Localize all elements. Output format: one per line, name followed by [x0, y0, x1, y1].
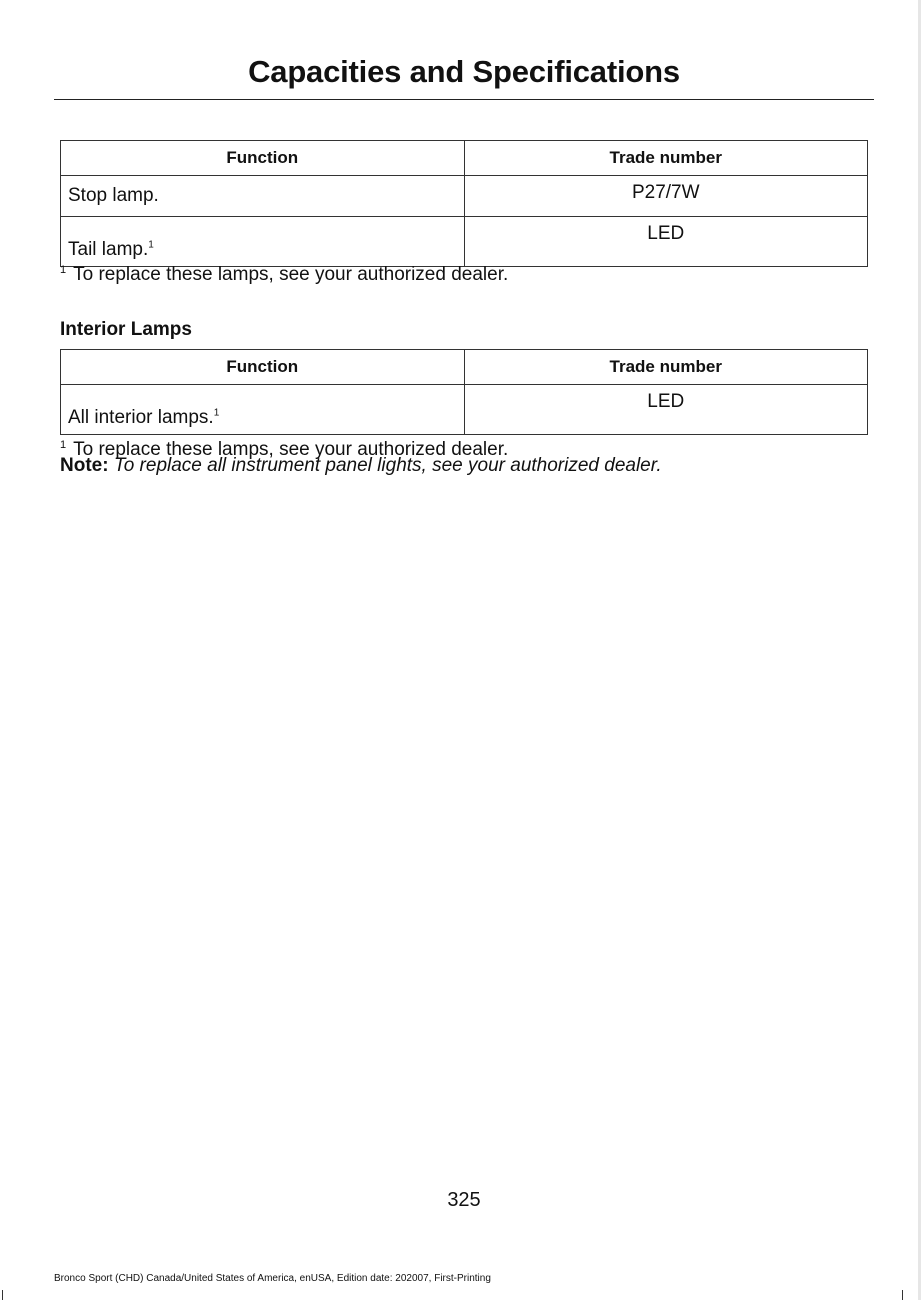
function-text: Tail lamp. — [68, 239, 149, 260]
note-text: To replace all instrument panel lights, see your authorized dealer. — [113, 455, 662, 476]
table-header-row — [61, 141, 868, 176]
page-title: Capacities and Specifications — [248, 54, 680, 89]
footnote-text: To replace these lamps, see your authorized dealer. — [73, 439, 509, 460]
title-divider — [54, 99, 874, 100]
footnote-mark: 1 — [60, 264, 67, 276]
trade-number-cell: LED — [464, 385, 868, 435]
crop-mark — [2, 1290, 3, 1300]
interior-lamps-heading: Interior Lamps — [60, 319, 192, 340]
footnote-text: To replace these lamps, see your authorized dealer. — [73, 264, 509, 285]
trade-number-cell: LED — [464, 217, 868, 267]
function-cell — [61, 385, 465, 435]
function-cell — [61, 176, 465, 217]
function-text: All interior lamps. — [68, 407, 214, 428]
page-number: 325 — [447, 1189, 481, 1211]
footer-edition-text: Bronco Sport (CHD) Canada/United States of America, enUSA, Edition date: 202007, First-Printing — [54, 1273, 491, 1284]
crop-mark — [902, 1290, 903, 1300]
table-row — [61, 385, 868, 435]
trade-number-column-header: Trade number — [464, 141, 868, 176]
function-column-header: Function — [61, 141, 465, 176]
exterior-footnote — [60, 259, 508, 286]
exterior-lamps-table — [60, 140, 868, 267]
footnote-reference: 1 — [148, 239, 154, 251]
interior-lamps-table — [60, 349, 868, 435]
table-header-row — [61, 350, 868, 385]
function-column-header: Function — [61, 350, 465, 385]
trade-number-cell: P27/7W — [464, 176, 868, 217]
footnote-mark: 1 — [60, 439, 67, 451]
footnote-reference: 1 — [213, 407, 220, 419]
note-paragraph — [60, 455, 662, 477]
function-text: Stop lamp. — [68, 185, 159, 206]
trade-number-column-header: Trade number — [464, 350, 868, 385]
table-row — [61, 176, 868, 217]
note-label: Note: — [60, 455, 109, 476]
